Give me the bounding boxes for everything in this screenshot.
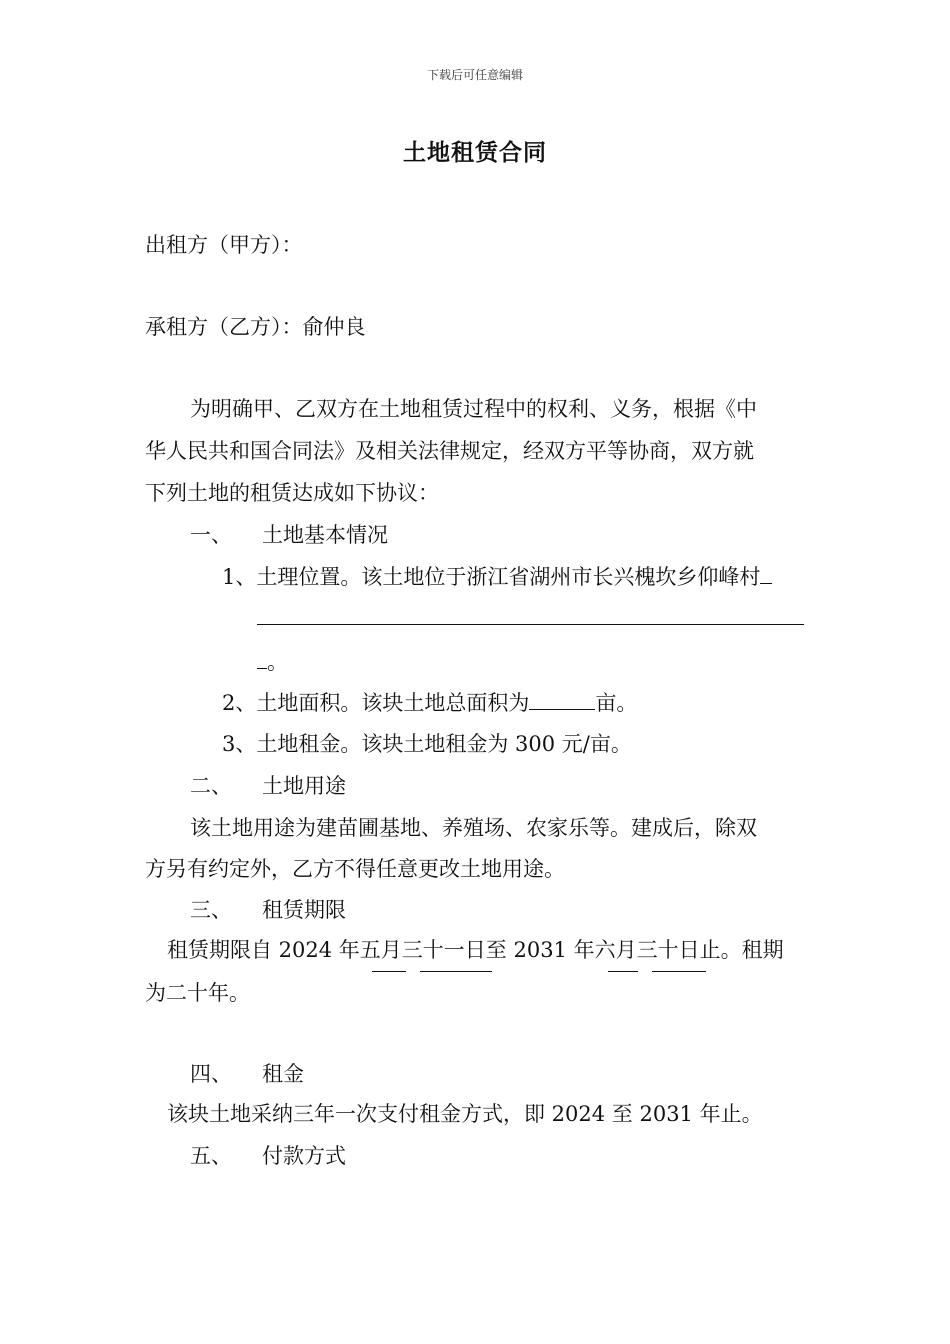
section-4-title: 租金: [262, 1062, 304, 1086]
term-underline-4: [652, 971, 706, 972]
intro-line-2: 华人民共和国合同法》及相关法律规定，经双方平等协商，双方就: [145, 439, 754, 463]
lessor-line: 出租方（甲方）：: [145, 233, 303, 257]
location-blank-end: [257, 646, 267, 669]
term-underline-1: [372, 971, 406, 972]
term-underline-3: [608, 971, 638, 972]
section-2-number: 二、: [190, 774, 232, 798]
page-title: 土地租赁合同: [403, 139, 547, 166]
s1-item1-text: 1、土理位置。该土地位于浙江省湖州市长兴槐坎乡仰峰村: [222, 565, 761, 589]
s4-body-line: 该块土地采纳三年一次支付租金方式，即 2024 至 2031 年止。: [167, 1102, 763, 1126]
section-4-heading: [190, 1059, 304, 1089]
section-2-heading: [190, 771, 346, 801]
lessee-line: 承租方（乙方）：俞仲良: [145, 315, 366, 339]
section-4-number: 四、: [190, 1062, 232, 1086]
s1-item3-line: 3、土地租金。该块土地租金为 300 元/亩。: [222, 732, 632, 756]
section-3-number: 三、: [190, 898, 232, 922]
location-blank-line: [257, 624, 804, 625]
s1-item1-period: 。: [267, 650, 288, 674]
intro-line-3: 下列土地的租赁达成如下协议：: [145, 481, 439, 505]
intro-line-1: 为明确甲、乙双方在土地租赁过程中的权利、义务，根据《中: [190, 397, 757, 421]
s1-item1-line: [222, 561, 772, 592]
section-5-heading: [190, 1141, 346, 1171]
s1-item2-post: 亩。: [595, 691, 638, 715]
section-3-title: 租赁期限: [262, 898, 346, 922]
s1-item2-pre: 2、土地面积。该块土地总面积为: [222, 691, 530, 715]
s3-body-line-1: 租赁期限自 2024 年五月三十一日至 2031 年六月三十日止。租期: [167, 938, 784, 962]
section-5-title: 付款方式: [262, 1144, 346, 1168]
section-5-number: 五、: [190, 1144, 232, 1168]
term-underline-2: [420, 971, 492, 972]
section-1-heading: [190, 520, 388, 550]
header-note: 下载后可任意编辑: [426, 68, 523, 82]
area-blank: [529, 687, 595, 710]
section-3-heading: [190, 895, 346, 925]
s1-item1-end: [257, 646, 288, 677]
s2-body-line-2: 方另有约定外，乙方不得任意更改土地用途。: [145, 857, 565, 881]
section-1-number: 一、: [190, 523, 232, 547]
s1-item2-line: [222, 687, 637, 718]
section-2-title: 土地用途: [262, 774, 346, 798]
s3-body-line-2: 为二十年。: [145, 981, 250, 1005]
s2-body-line-1: 该土地用途为建苗圃基地、养殖场、农家乐等。建成后，除双: [190, 816, 757, 840]
location-blank-start: [760, 561, 772, 584]
section-1-title: 土地基本情况: [262, 523, 388, 547]
